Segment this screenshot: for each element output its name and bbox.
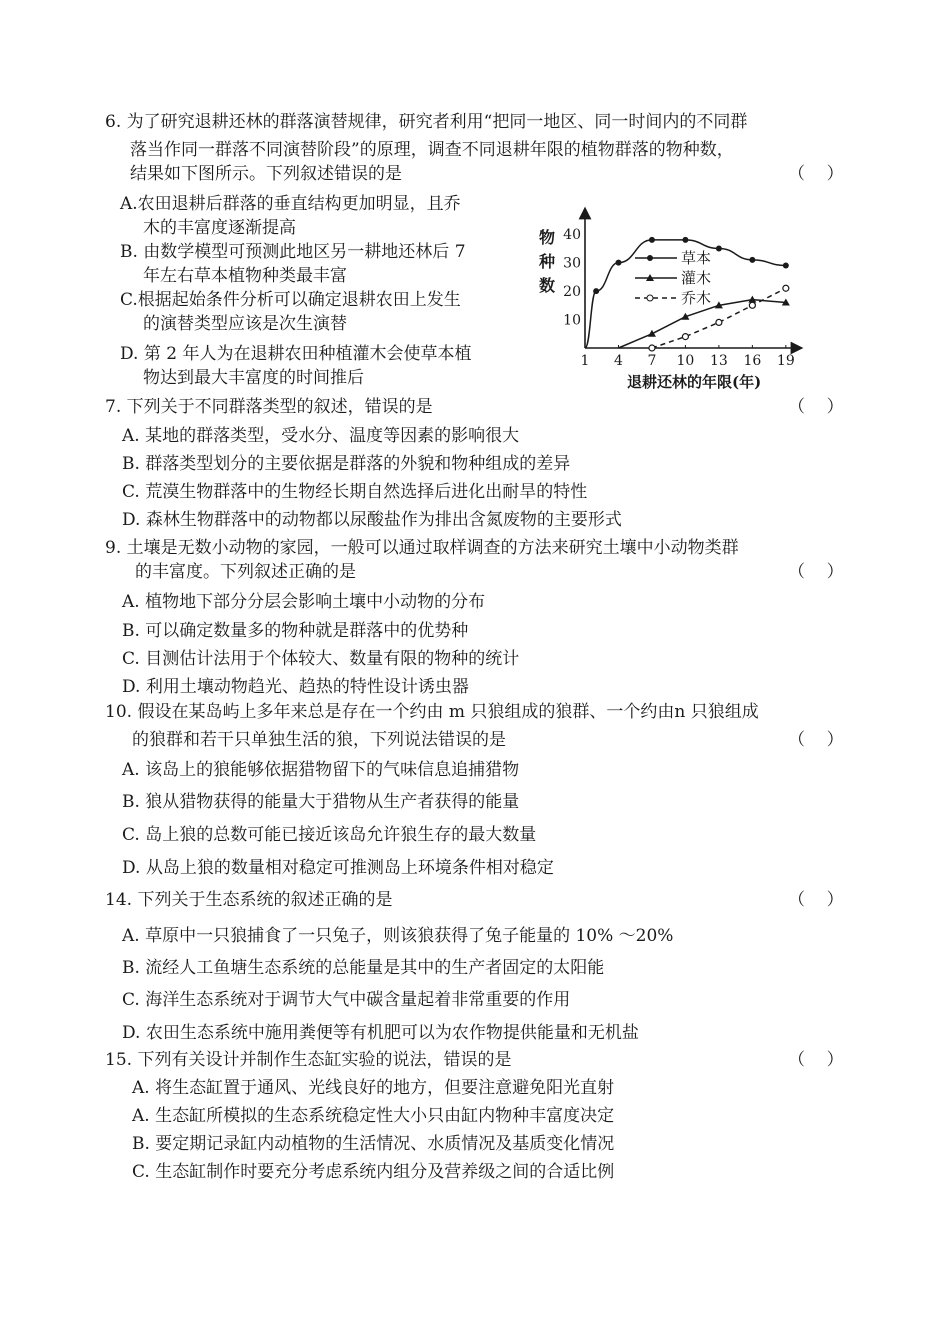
answer-bracket: （ ） (788, 164, 844, 184)
question-stem: 9. 土壤是无数小动物的家园，一般可以通过取样调查的方法来研究土壤中小动物类群 (105, 538, 739, 558)
legend-label: 灌木 (681, 269, 712, 287)
option-text: 木的丰富度逐渐提高 (143, 218, 296, 238)
option-text: B. 流经人工鱼塘生态系统的总能量是其中的生产者固定的太阳能 (122, 958, 605, 978)
answer-bracket: （ ） (788, 890, 844, 910)
y-tick-label: 30 (563, 255, 581, 272)
question-stem: 14. 下列关于生态系统的叙述正确的是 (105, 890, 393, 910)
x-tick-label: 4 (614, 353, 623, 369)
option-text: C. 荒漠生物群落中的生物经长期自然选择后进化出耐旱的特性 (122, 482, 588, 502)
y-axis-label: 种 (539, 252, 556, 271)
answer-bracket: （ ） (788, 397, 844, 417)
option-text: A. 草原中一只狼捕食了一只兔子，则该狼获得了兔子能量的 10% ～20% (122, 926, 674, 946)
option-text: 年左右草本植物种类最丰富 (143, 266, 347, 286)
option-text: A. 生态缸所模拟的生态系统稳定性大小只由缸内物种丰富度决定 (132, 1106, 615, 1126)
data-point (783, 285, 789, 291)
data-point (648, 330, 656, 337)
y-axis-label: 物 (539, 228, 556, 247)
option-text: 物达到最大丰富度的时间推后 (143, 368, 364, 388)
legend-label: 草本 (681, 249, 712, 267)
option-text: C. 生态缸制作时要充分考虑系统内组分及营养级之间的合适比例 (132, 1162, 615, 1182)
answer-bracket: （ ） (788, 730, 844, 750)
data-point (593, 288, 599, 294)
series-line-2 (652, 288, 786, 348)
x-axis-label: 退耕还林的年限(年) (627, 373, 762, 391)
x-tick-label: 13 (709, 353, 728, 369)
data-point (649, 237, 655, 243)
option-text: B. 群落类型划分的主要依据是群落的外貌和物种组成的差异 (122, 454, 571, 474)
option-text: B. 要定期记录缸内动植物的生活情况、水质情况及基质变化情况 (132, 1134, 615, 1154)
option-text: B. 狼从猎物获得的能量大于猎物从生产者获得的能量 (122, 792, 520, 812)
option-text: 的演替类型应该是次生演替 (143, 314, 347, 334)
legend-marker (647, 295, 653, 301)
data-point (682, 334, 688, 340)
x-tick-label: 16 (743, 353, 762, 369)
legend-marker (647, 255, 653, 261)
option-text: A. 该岛上的狼能够依据猎物留下的气味信息追捕猎物 (122, 760, 520, 780)
question-stem: 6. 为了研究退耕还林的群落演替规律，研究者利用“把同一地区、同一时间内的不同群 (105, 112, 748, 132)
question-stem: 7. 下列关于不同群落类型的叙述，错误的是 (105, 397, 433, 417)
data-point (649, 345, 655, 351)
y-tick-label: 20 (563, 284, 581, 301)
data-point (682, 237, 688, 243)
legend-label: 乔木 (681, 289, 712, 307)
option-text: B. 由数学模型可预测此地区另一耕地还林后 7 (120, 242, 466, 262)
option-text: C.根据起始条件分析可以确定退耕农田上发生 (120, 290, 461, 310)
data-point (716, 245, 722, 251)
y-tick-label: 40 (563, 227, 581, 244)
x-tick-label: 10 (676, 353, 695, 369)
option-text: A. 将生态缸置于通风、光线良好的地方，但要注意避免阳光直射 (132, 1078, 615, 1098)
answer-bracket: （ ） (788, 562, 844, 582)
option-text: C. 目测估计法用于个体较大、数量有限的物种的统计 (122, 649, 520, 669)
y-tick-label: 10 (563, 312, 581, 329)
species-chart (535, 205, 805, 395)
x-tick-label: 7 (647, 353, 657, 369)
question-stem: 落当作同一群落不同演替阶段”的原理，调查不同退耕年限的植物群落的物种数， (130, 140, 734, 160)
option-text: C. 岛上狼的总数可能已接近该岛允许狼生存的最大数量 (122, 825, 537, 845)
option-text: C. 海洋生态系统对于调节大气中碳含量起着非常重要的作用 (122, 990, 571, 1010)
question-stem: 的丰富度。下列叙述正确的是 (135, 562, 356, 582)
question-stem: 结果如下图所示。下列叙述错误的是 (130, 164, 402, 184)
y-axis-label: 数 (539, 276, 556, 295)
option-text: D. 农田生态系统中施用粪便等有机肥可以为农作物提供能量和无机盐 (122, 1023, 639, 1043)
option-text: D. 从岛上狼的数量相对稳定可推测岛上环境条件相对稳定 (122, 858, 554, 878)
question-stem: 的狼群和若干只单独生活的狼，下列说法错误的是 (132, 730, 506, 750)
answer-bracket: （ ） (788, 1050, 844, 1070)
question-stem: 10. 假设在某岛屿上多年来总是存在一个约由 m 只狼组成的狼群、一个约由n 只狼组成 (105, 702, 759, 722)
x-tick-label: 19 (776, 353, 795, 369)
option-text: D. 利用土壤动物趋光、趋热的特性设计诱虫器 (122, 677, 469, 697)
option-text: D. 第 2 年人为在退耕农田种植灌木会使草本植 (120, 344, 472, 364)
x-tick-label: 1 (580, 353, 590, 369)
option-text: A. 植物地下部分分层会影响土壤中小动物的分布 (122, 592, 486, 612)
data-point (749, 257, 755, 263)
data-point (783, 263, 789, 269)
option-text: A.农田退耕后群落的垂直结构更加明显，且乔 (120, 194, 461, 214)
question-stem: 15. 下列有关设计并制作生态缸实验的说法，错误的是 (105, 1050, 512, 1070)
option-text: B. 可以确定数量多的物种就是群落中的优势种 (122, 621, 469, 641)
option-text: D. 森林生物群落中的动物都以尿酸盐作为排出含氮废物的主要形式 (122, 510, 622, 530)
data-point (716, 319, 722, 325)
option-text: A. 某地的群落类型，受水分、温度等因素的影响很大 (122, 426, 520, 446)
data-point (749, 302, 755, 308)
data-point (615, 260, 621, 266)
